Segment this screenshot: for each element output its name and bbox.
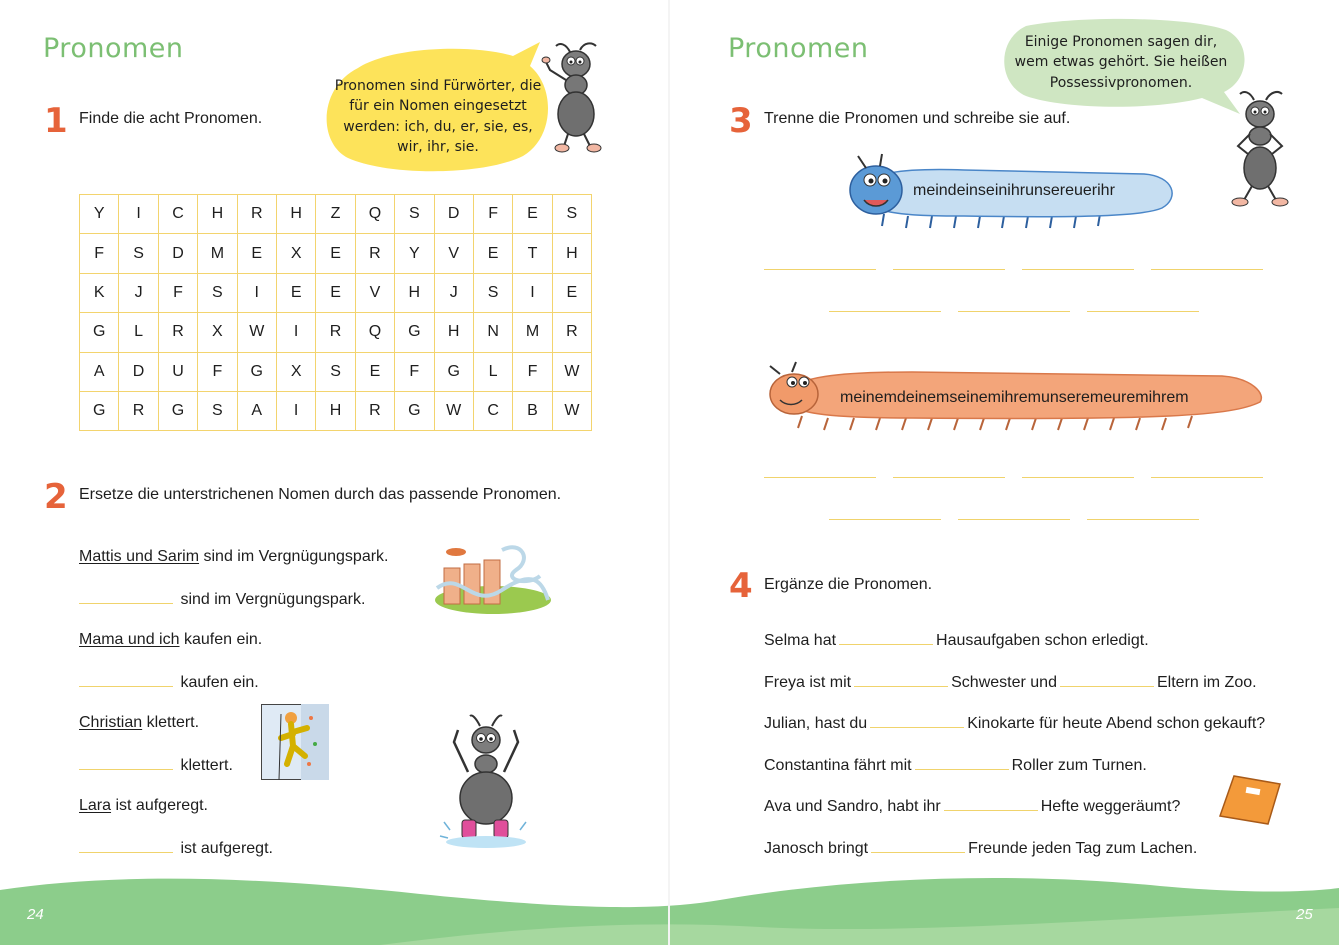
page-number-right: 25 bbox=[1296, 906, 1313, 923]
task4-sentence-4 bbox=[764, 756, 1147, 775]
write-line[interactable] bbox=[764, 269, 876, 270]
grid-cell[interactable]: T bbox=[513, 234, 552, 273]
grid-cell[interactable]: X bbox=[276, 234, 315, 273]
sentence-part: Eltern im Zoo. bbox=[1156, 674, 1257, 691]
grid-cell[interactable]: R bbox=[552, 313, 591, 352]
grid-cell[interactable]: H bbox=[552, 234, 591, 273]
task-number-3: 3 bbox=[729, 101, 753, 141]
grid-cell[interactable]: E bbox=[473, 234, 512, 273]
sentence-part: Hausaufgaben schon erledigt. bbox=[936, 632, 1149, 649]
task-instruction-1: Finde die acht Pronomen. bbox=[79, 110, 263, 127]
grid-cell[interactable]: E bbox=[316, 234, 355, 273]
write-line[interactable] bbox=[764, 477, 876, 478]
roller-coaster-icon bbox=[432, 540, 554, 616]
caterpillar-1-text: meindeinseinihrunsereuerihr bbox=[913, 182, 1115, 199]
sentence-rest: kaufen ein. bbox=[183, 631, 263, 648]
grid-cell[interactable]: F bbox=[513, 352, 552, 391]
sentence-part: Julian, hast du bbox=[764, 715, 868, 732]
grid-cell[interactable]: S bbox=[395, 195, 434, 234]
task2-answer-1 bbox=[79, 590, 365, 609]
grid-cell[interactable]: G bbox=[80, 391, 119, 430]
grid-cell[interactable]: S bbox=[473, 273, 512, 312]
grid-cell[interactable]: I bbox=[119, 195, 158, 234]
write-line[interactable] bbox=[1022, 269, 1134, 270]
grid-cell[interactable]: U bbox=[158, 352, 197, 391]
grid-cell[interactable]: E bbox=[552, 273, 591, 312]
write-line[interactable] bbox=[1151, 269, 1263, 270]
grid-cell[interactable]: S bbox=[198, 273, 237, 312]
grid-row bbox=[80, 313, 592, 352]
grid-cell[interactable]: G bbox=[395, 391, 434, 430]
task2-sentence-3 bbox=[79, 714, 199, 732]
grid-cell[interactable]: F bbox=[80, 234, 119, 273]
grid-cell[interactable]: R bbox=[355, 234, 394, 273]
grid-cell[interactable]: D bbox=[434, 195, 473, 234]
grid-cell[interactable]: L bbox=[473, 352, 512, 391]
grid-cell[interactable]: H bbox=[395, 273, 434, 312]
grid-cell[interactable]: S bbox=[198, 391, 237, 430]
answer-blank[interactable] bbox=[79, 673, 173, 687]
sentence-rest: ist aufgeregt. bbox=[115, 797, 208, 814]
grid-row bbox=[80, 391, 592, 430]
sentence-part: Freya ist mit bbox=[764, 674, 852, 691]
grid-cell[interactable]: F bbox=[395, 352, 434, 391]
sentence-part: Schwester und bbox=[951, 674, 1057, 691]
grid-cell[interactable]: H bbox=[198, 195, 237, 234]
grid-cell[interactable]: C bbox=[158, 195, 197, 234]
grid-cell[interactable]: D bbox=[158, 234, 197, 273]
grid-cell[interactable]: F bbox=[158, 273, 197, 312]
grid-cell[interactable]: R bbox=[316, 313, 355, 352]
task2-answer-4 bbox=[79, 839, 273, 858]
ant-mascot-icon bbox=[540, 40, 620, 155]
task2-sentence-2 bbox=[79, 631, 262, 649]
sentence-part: Kinokarte für heute Abend schon gekauft? bbox=[967, 715, 1266, 732]
grid-cell[interactable]: R bbox=[158, 313, 197, 352]
grid-row bbox=[80, 234, 592, 273]
answer-blank[interactable] bbox=[79, 756, 173, 770]
underlined-noun: Christian bbox=[79, 714, 143, 731]
task4-sentence-3 bbox=[764, 714, 1265, 733]
grid-cell[interactable]: Q bbox=[355, 313, 394, 352]
sentence-part: Freunde jeden Tag zum Lachen. bbox=[968, 840, 1198, 857]
grid-cell[interactable]: W bbox=[552, 352, 591, 391]
grid-cell[interactable]: G bbox=[395, 313, 434, 352]
grid-cell[interactable]: Z bbox=[316, 195, 355, 234]
grid-cell[interactable]: S bbox=[316, 352, 355, 391]
underlined-noun: Mattis und Sarim bbox=[79, 548, 200, 565]
write-line[interactable] bbox=[893, 477, 1005, 478]
sentence-part: Constantina fährt mit bbox=[764, 757, 912, 774]
grid-cell[interactable]: G bbox=[434, 352, 473, 391]
write-line[interactable] bbox=[829, 311, 941, 312]
page-gutter bbox=[668, 0, 670, 945]
write-line[interactable] bbox=[958, 519, 1070, 520]
task-instruction-4: Ergänze die Pronomen. bbox=[764, 576, 933, 593]
answer-blank[interactable] bbox=[915, 756, 1009, 770]
grid-cell[interactable]: J bbox=[119, 273, 158, 312]
task2-sentence-4 bbox=[79, 797, 208, 815]
answer-blank[interactable] bbox=[1060, 673, 1154, 687]
page-title-right: Pronomen bbox=[728, 33, 869, 64]
grid-cell[interactable]: R bbox=[355, 391, 394, 430]
grid-cell[interactable]: X bbox=[276, 352, 315, 391]
write-line[interactable] bbox=[1087, 519, 1199, 520]
answer-blank[interactable] bbox=[871, 839, 965, 853]
write-line[interactable] bbox=[893, 269, 1005, 270]
task-number-4: 4 bbox=[729, 566, 753, 606]
task2-answer-2 bbox=[79, 673, 259, 692]
grid-cell[interactable]: H bbox=[276, 195, 315, 234]
task4-sentence-1 bbox=[764, 631, 1149, 650]
grid-cell[interactable]: M bbox=[513, 313, 552, 352]
answer-rest: klettert. bbox=[180, 757, 233, 774]
write-line[interactable] bbox=[1151, 477, 1263, 478]
grid-cell[interactable]: X bbox=[198, 313, 237, 352]
grid-cell[interactable]: I bbox=[513, 273, 552, 312]
grid-cell[interactable]: D bbox=[119, 352, 158, 391]
grid-cell[interactable]: Y bbox=[80, 195, 119, 234]
sentence-rest: sind im Vergnügungspark. bbox=[203, 548, 389, 565]
answer-rest: sind im Vergnügungspark. bbox=[180, 591, 366, 608]
grid-cell[interactable]: I bbox=[237, 273, 276, 312]
grid-cell[interactable]: E bbox=[276, 273, 315, 312]
grid-cell[interactable]: G bbox=[237, 352, 276, 391]
write-line[interactable] bbox=[829, 519, 941, 520]
grid-cell[interactable]: E bbox=[355, 352, 394, 391]
grid-row bbox=[80, 352, 592, 391]
grid-row bbox=[80, 273, 592, 312]
grid-cell[interactable]: R bbox=[119, 391, 158, 430]
word-search-grid bbox=[79, 194, 592, 431]
answer-rest: kaufen ein. bbox=[180, 674, 259, 691]
write-line[interactable] bbox=[1087, 311, 1199, 312]
grid-cell[interactable]: K bbox=[80, 273, 119, 312]
grid-cell[interactable]: G bbox=[80, 313, 119, 352]
grid-cell[interactable]: N bbox=[473, 313, 512, 352]
grid-cell[interactable]: W bbox=[552, 391, 591, 430]
task-instruction-2: Ersetze die unterstrichenen Nomen durch das passende Pronomen. bbox=[79, 486, 562, 503]
answer-blank[interactable] bbox=[870, 714, 964, 728]
grid-cell[interactable]: H bbox=[316, 391, 355, 430]
caterpillar-2-text: meinemdeinemseinemihremunseremeuremihrem bbox=[840, 389, 1189, 406]
grid-cell[interactable]: W bbox=[434, 391, 473, 430]
grid-cell[interactable]: J bbox=[434, 273, 473, 312]
grid-cell[interactable]: C bbox=[473, 391, 512, 430]
answer-blank[interactable] bbox=[79, 590, 173, 604]
grid-cell[interactable]: A bbox=[80, 352, 119, 391]
grid-cell[interactable]: A bbox=[237, 391, 276, 430]
grid-cell[interactable]: Q bbox=[355, 195, 394, 234]
task-number-2: 2 bbox=[44, 477, 68, 517]
sentence-rest: klettert. bbox=[146, 714, 200, 731]
answer-blank[interactable] bbox=[839, 631, 933, 645]
jumping-ant-icon bbox=[436, 712, 536, 852]
underlined-noun: Lara bbox=[79, 797, 112, 814]
grid-row bbox=[80, 195, 592, 234]
underlined-noun: Mama und ich bbox=[79, 631, 180, 648]
grid-cell[interactable]: Y bbox=[395, 234, 434, 273]
task2-sentence-1 bbox=[79, 548, 389, 566]
task-instruction-3: Trenne die Pronomen und schreibe sie auf. bbox=[764, 110, 1071, 127]
task4-sentence-6 bbox=[764, 839, 1197, 858]
grid-cell[interactable]: I bbox=[276, 391, 315, 430]
write-line[interactable] bbox=[1022, 477, 1134, 478]
grid-cell[interactable]: E bbox=[513, 195, 552, 234]
info-bubble-text-right: Einige Pronomen sagen dir, wem etwas gehört. Sie heißen Possessivpronomen. bbox=[1014, 34, 1228, 91]
grid-cell[interactable]: V bbox=[355, 273, 394, 312]
task-number-1: 1 bbox=[44, 101, 68, 141]
task4-sentence-2 bbox=[764, 673, 1257, 692]
grid-cell[interactable]: F bbox=[473, 195, 512, 234]
grid-cell[interactable]: F bbox=[198, 352, 237, 391]
grid-cell[interactable]: E bbox=[237, 234, 276, 273]
grid-cell[interactable]: H bbox=[434, 313, 473, 352]
sentence-part: Janosch bringt bbox=[764, 840, 869, 857]
answer-blank[interactable] bbox=[944, 797, 1038, 811]
grid-cell[interactable]: S bbox=[119, 234, 158, 273]
answer-blank[interactable] bbox=[854, 673, 948, 687]
sentence-part: Ava und Sandro, habt ihr bbox=[764, 798, 941, 815]
sentence-part: Selma hat bbox=[764, 632, 837, 649]
climber-icon bbox=[261, 704, 329, 780]
answer-rest: ist aufgeregt. bbox=[180, 840, 273, 857]
task2-answer-3 bbox=[79, 756, 233, 775]
grid-cell[interactable]: S bbox=[552, 195, 591, 234]
grid-cell[interactable]: I bbox=[276, 313, 315, 352]
task4-sentence-5 bbox=[764, 797, 1180, 816]
grid-cell[interactable]: M bbox=[198, 234, 237, 273]
grid-cell[interactable]: V bbox=[434, 234, 473, 273]
grid-cell[interactable]: E bbox=[316, 273, 355, 312]
notebook-icon bbox=[1216, 772, 1284, 826]
grid-cell[interactable]: L bbox=[119, 313, 158, 352]
ant-mascot-right-icon bbox=[1226, 88, 1296, 210]
page-title-left: Pronomen bbox=[43, 33, 184, 64]
sentence-part: Hefte weggeräumt? bbox=[1040, 798, 1181, 815]
grid-cell[interactable]: G bbox=[158, 391, 197, 430]
info-bubble-text-left: Pronomen sind Fürwörter, die für ein Nomen eingesetzt werden: ich, du, er, sie, es, wir, ihr, sie. bbox=[334, 78, 542, 155]
page-number-left: 24 bbox=[27, 906, 44, 923]
grid-cell[interactable]: R bbox=[237, 195, 276, 234]
grid-cell[interactable]: B bbox=[513, 391, 552, 430]
answer-blank[interactable] bbox=[79, 839, 173, 853]
grid-cell[interactable]: W bbox=[237, 313, 276, 352]
write-line[interactable] bbox=[958, 311, 1070, 312]
sentence-part: Roller zum Turnen. bbox=[1011, 757, 1147, 774]
